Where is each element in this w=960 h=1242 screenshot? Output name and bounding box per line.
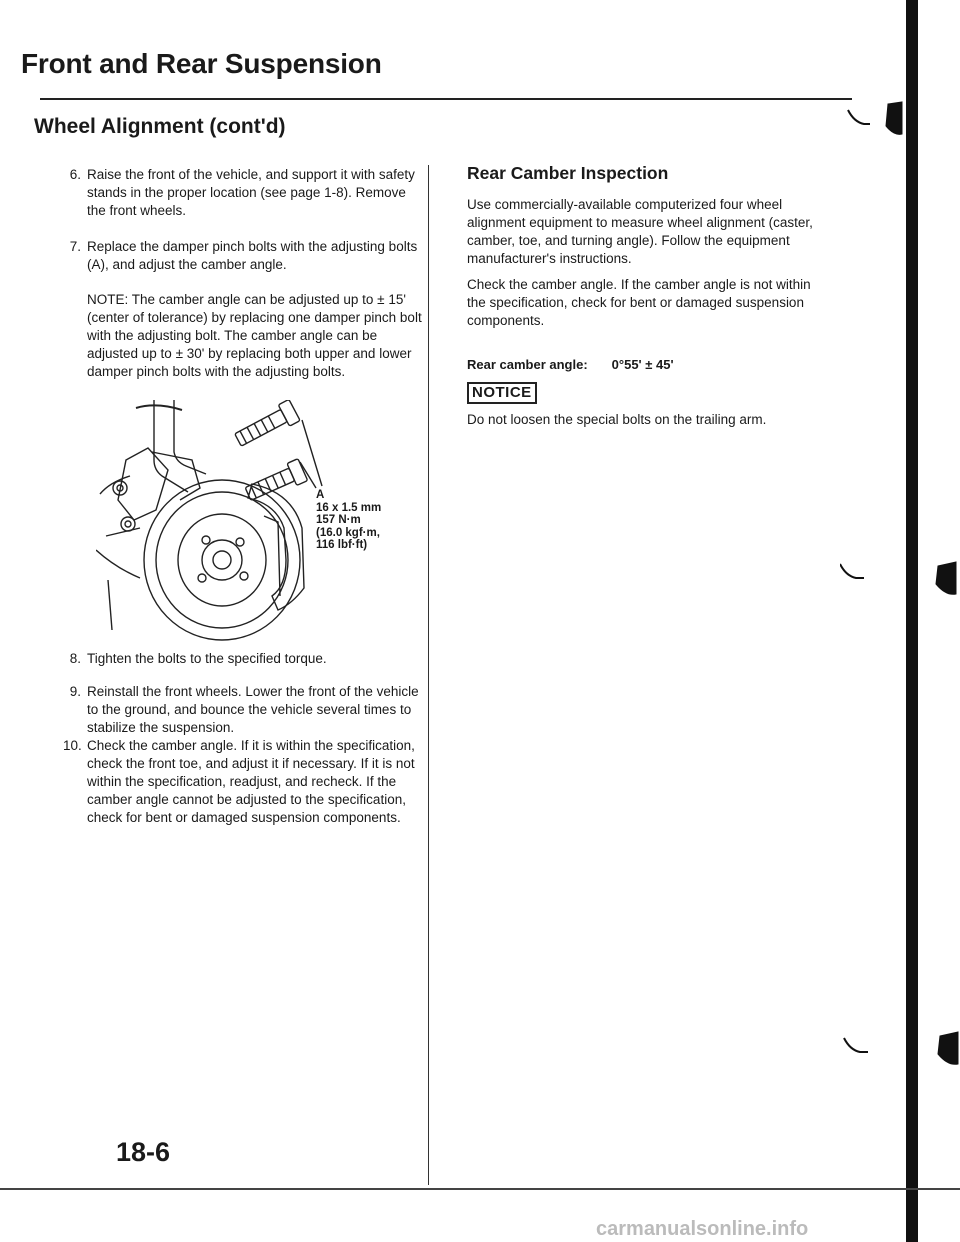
- step-number: 10.: [63, 738, 82, 753]
- step-number: 6.: [69, 167, 81, 182]
- page-number: 18-6: [116, 1137, 171, 1167]
- notice-text: Do not loosen the special bolts on the trailing arm.: [467, 412, 767, 427]
- camber-note: NOTE: The camber angle can be adjusted up to ± 15' (center of tolerance) by replacing one damper pinch bolt with the adjusting bolt. The camber angle can be adjusted up to ± 30' by replacing both upper and lower damper pinch bolts with the adjusting bolts.: [87, 292, 422, 379]
- bolt-callout: [316, 489, 381, 552]
- section-title: Wheel Alignment (cont'd): [34, 115, 286, 138]
- step-9: [69, 683, 427, 737]
- step-text: Raise the front of the vehicle, and support it with safety stands in the proper location (see page 1-8). Remove the front wheels.: [87, 167, 415, 218]
- notice-badge: NOTICE: [467, 382, 537, 404]
- column-divider: [428, 165, 429, 1185]
- rear-para-2: Check the camber angle. If the camber angle is not within the specification, check for bent or damaged suspension components.: [467, 277, 811, 328]
- watermark[interactable]: carmanualsonline.info: [596, 1218, 809, 1240]
- page-title: Front and Rear Suspension: [21, 48, 382, 79]
- step-7: [69, 238, 427, 274]
- step-number: 7.: [69, 239, 81, 254]
- bottom-rule: [0, 1188, 960, 1190]
- step-number: 9.: [69, 684, 81, 699]
- callout-size: 16 x 1.5 mm: [316, 501, 382, 514]
- step-text: Tighten the bolts to the specified torque.: [87, 651, 327, 666]
- rear-camber-heading: Rear Camber Inspection: [467, 163, 669, 183]
- step-8: [69, 650, 427, 668]
- rear-camber-spec: [467, 357, 674, 372]
- step-text: Reinstall the front wheels. Lower the front of the vehicle to the ground, and bounce the vehicle several times to stabilize the suspension.: [87, 684, 419, 735]
- rear-para-1: Use commercially-available computerized four wheel alignment equipment to measure wheel alignment (caster, camber, toe, and turning angle). Follow the equipment manufacturer's instructions.: [467, 197, 813, 266]
- callout-torque-nm: 157 N·m: [316, 514, 361, 526]
- tab-marks: [840, 100, 960, 1200]
- step-text: Replace the damper pinch bolts with the adjusting bolts (A), and adjust the camber angle.: [87, 239, 418, 272]
- title-rule: [40, 98, 852, 100]
- spec-label: Rear camber angle:: [467, 357, 588, 372]
- callout-torque-kgfm: (16.0 kgf·m,: [316, 526, 380, 539]
- callout-letter: A: [316, 489, 325, 501]
- step-10: [63, 737, 427, 827]
- spec-value: 0°55' ± 45': [611, 357, 674, 372]
- step-text: Check the camber angle. If it is within the specification, check the front toe, and adjust it if necessary. If it is not within the specification, readjust, and recheck. If the camber angle cannot be adjusted to the specification, check for bent or damaged suspension components.: [87, 738, 415, 825]
- step-number: 8.: [69, 651, 81, 666]
- step-6: [69, 166, 427, 220]
- callout-torque-lbfft: 116 lbf·ft): [316, 539, 368, 551]
